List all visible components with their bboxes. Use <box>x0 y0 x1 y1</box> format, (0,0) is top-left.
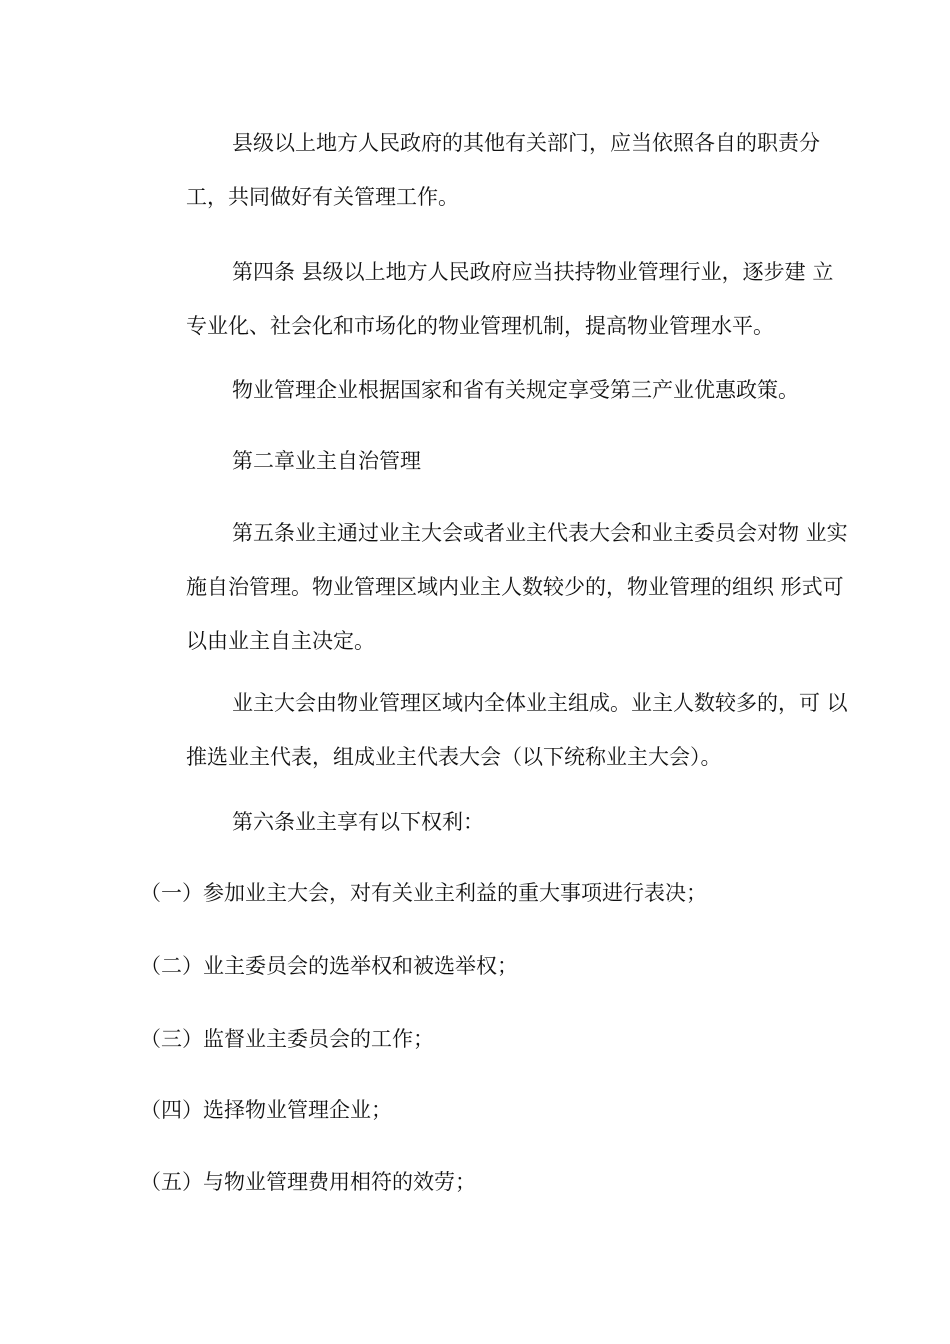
text-line: 县级以上地方人民政府的其他有关部门，应当依照各自的职责分 <box>232 131 820 155</box>
text-line: 以由业主自主决定。 <box>186 629 375 653</box>
text-line: 施自治管理。物业管理区域内业主人数较少的，物业管理的组织 形式可 <box>186 575 844 599</box>
list-item-3 <box>140 1012 820 1066</box>
text-line: （二）业主委员会的选举权和被选举权； <box>140 954 518 978</box>
list-item-1 <box>140 866 820 920</box>
list-item-4 <box>140 1083 820 1137</box>
paragraph-preferential-policy <box>140 363 820 417</box>
text-line: （一）参加业主大会，对有关业主利益的重大事项进行表决； <box>140 881 707 905</box>
list-item-5 <box>140 1155 820 1209</box>
document-page <box>140 0 848 1344</box>
text-line: 第二章业主自治管理 <box>232 449 421 473</box>
text-line: （四）选择物业管理企业； <box>140 1098 392 1122</box>
paragraph-article-6 <box>140 795 820 849</box>
text-line: 推选业主代表，组成业主代表大会（以下统称业主大会）。 <box>186 745 722 769</box>
paragraph-article-5 <box>140 506 848 668</box>
paragraph-owners-assembly <box>140 676 848 784</box>
chapter-heading <box>140 434 820 488</box>
paragraph-article-4 <box>140 245 834 353</box>
text-line: 业主大会由物业管理区域内全体业主组成。业主人数较多的，可 以 <box>232 691 848 715</box>
text-line: 第四条 县级以上地方人民政府应当扶持物业管理行业，逐步建 立 <box>232 260 834 284</box>
text-line: 物业管理企业根据国家和省有关规定享受第三产业优惠政策。 <box>232 378 799 402</box>
text-line: 第六条业主享有以下权利： <box>232 810 484 834</box>
list-item-2 <box>140 939 820 993</box>
text-line: （三）监督业主委员会的工作； <box>140 1027 434 1051</box>
paragraph-county-departments <box>140 116 820 224</box>
text-line: 专业化、社会化和市场化的物业管理机制，提高物业管理水平。 <box>186 314 774 338</box>
text-line: 工，共同做好有关管理工作。 <box>186 185 459 209</box>
text-line: （五）与物业管理费用相符的效劳； <box>140 1170 476 1194</box>
text-line: 第五条业主通过业主大会或者业主代表大会和业主委员会对物 业实 <box>232 521 848 545</box>
